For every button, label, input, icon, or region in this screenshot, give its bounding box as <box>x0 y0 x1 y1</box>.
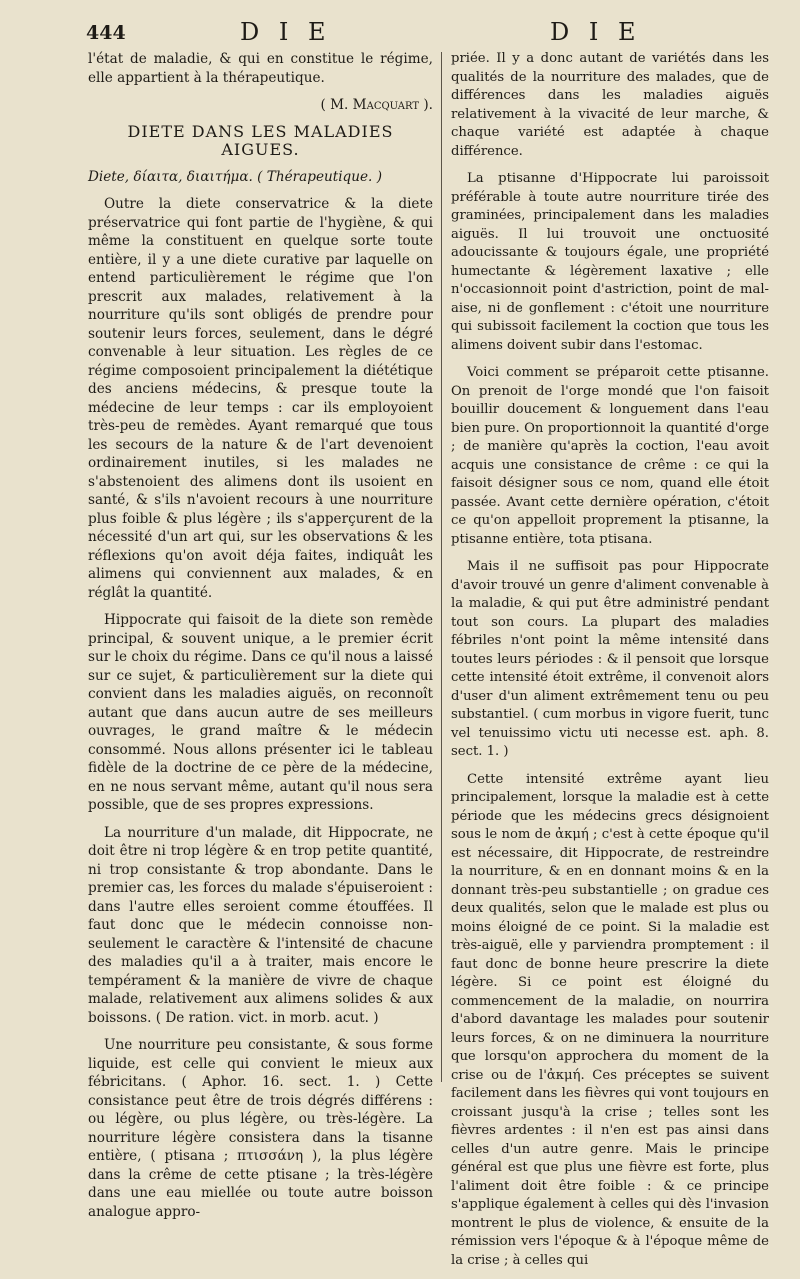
article-synonyms: Diete, δίαιτα, διαιτήμα. ( Thérapeutique. ) <box>88 168 383 185</box>
column-divider <box>441 52 442 1082</box>
right-paragraph-1: priée. Il y a donc autant de variétés dans les qualités de la nourriture des malades, que de différences dans les maladies aiguës relativement à la vivacité de leur marche, & chaque variété est adaptée à chaque différence. <box>451 51 769 159</box>
left-paragraph-1: Outre la diete conservatrice & la diete préservatrice qui font partie de l'hygiène, & qui même la constituent en quelque sorte toute entière, il y a une diete curative par laquelle on entend particulièrement le régime que l'on prescrit aux malades, relativement à la nourriture qu'ils sont obligés de prendre pour soutenir leurs forces, seulement, dans le dégré convenable à leur situation. Les règles de ce régime composoient principalement la diététique des anciens médecins, & presque toute la médecine de leur temps : car ils employoient très-peu de remèdes. Ayant remarqué que tous les secours de la nature & de l'art devenoient ordinairement inutiles, si les malades ne s'abstenoient des alimens dont ils usoient en santé, & s'ils n'avoient recours à une nourriture plus foible & plus légère ; ils s'apperçurent de la nécessité d'un art qui, sur les observations & les réflexions qu'on avoit déja faites, indiquât les alimens qui conviennent aux malades, & en réglât la quantité. <box>88 196 433 601</box>
running-title-left: D I E <box>240 18 332 46</box>
right-paragraph-5: Cette intensité extrême ayant lieu principalement, lorsque la maladie est à cette période que les médecins grecs désignoient sous le nom de ἀκμή ; c'est à cette époque qu'il est nécessaire, dit Hippocrate, de restreindre la nourriture, & en en donnant moins & en la donnant très-peu substantielle ; on gradue ces deux qualités, selon que le malade est plus ou moins éloigné de ce point. Si la maladie est très-aiguë, elle y parviendra promptement : il faut donc de bonne heure prescrire la diete légère. Si ce point est éloigné du commencement de la maladie, on nourrira d'abord davantage les malades pour soutenir leurs forces, & on ne diminuera la nourriture que lorsqu'on approchera du moment de la crise ou de l'ἀκμή. Ces préceptes se suivent facilement dans les fièvres qui vont toujours en croissant jusqu'à la crise ; telles sont les fièvres ardentes : il n'en est pas ainsi dans celles d'un autre genre. Mais le principe général est que plus une fièvre est forte, plus l'aliment doit être foible : & ce principe s'applique également à celles qui dès l'invasion montrent le plus de violence, & ensuite de la rémission vers l'époque & à l'époque même de la crise ; à celles qui <box>451 771 769 1268</box>
left-paragraph-3: La nourriture d'un malade, dit Hippocrate, ne doit être ni trop légère & en trop petite quantité, ni trop consistante & trop abondante. Dans le premier cas, les forces du malade s'épuiseroient : dans l'autre elles seroient comme étouffées. Il faut donc que le médecin connoisse non-seulement le caractère & l'intensité de chacune des maladies qu'il a à traiter, mais encore le tempérament & la manière de vivre de chaque malade, relativement aux alimens solides & aux boissons. ( De ration. vict. in morb. acut. ) <box>88 824 433 1026</box>
opening-line: l'état de maladie, & qui en constitue le régime, elle appartient à la thérapeutique. <box>88 51 433 86</box>
author-signature: ( M. Macquart ). <box>320 97 433 113</box>
right-column <box>451 50 769 1279</box>
right-paragraph-4: Mais il ne suffisoit pas pour Hippocrate d'avoir trouvé un genre d'aliment convenable à la maladie, & qui put être administré pendant tout son cours. La plupart des maladies fébriles n'ont point la même intensité dans toutes leurs périodes : & il pensoit que lorsque cette intensité étoit extrême, il convenoit alors d'user d'un aliment extrêmement tenu ou peu substantiel. ( cum morbus in vigore fuerit, tunc vel tenuissimo victu uti necesse est. aph. 8. sect. 1. ) <box>451 559 769 759</box>
left-paragraph-4: Une nourriture peu consistante, & sous forme liquide, est celle qui convient le mieux aux fébricitans. ( Aphor. 16. sect. 1. ) Cette consistance peut être de trois dégrés différens : ou légère, ou plus légère, ou très-légère. La nourriture légère consistera dans la tisanne entière, ( ptisana ; πτισσάνη ), la plus légère dans la crême de cette ptisane ; la très-légère dans une eau miellée ou toute autre boisson analogue appro- <box>88 1037 433 1220</box>
left-column <box>88 50 433 1230</box>
page-header <box>0 18 800 48</box>
left-paragraph-2: Hippocrate qui faisoit de la diete son remède principal, & souvent unique, a le premier écrit sur le choix du régime. Dans ce qu'il nous a laissé sur ce sujet, & particulièrement sur la diete qui convient dans les maladies aiguës, on reconnoît autant que dans aucun autre de ses meilleurs ouvrages, le grand maître & le médecin consommé. Nous allons présenter ici le tableau fidèle de la doctrine de ce père de la médecine, en ne nous servant même, autant qu'il nous sera possible, que de ses propres expressions. <box>88 612 433 813</box>
right-paragraph-3: Voici comment se préparoit cette ptisanne. On prenoit de l'orge mondé que l'on faisoit bouillir doucement & longuement dans l'eau bien pure. On proportionnoit la quantité d'orge ; de manière qu'après la coction, l'eau avoit acquis une consistance de crême : ce qui la faisoit désigner sous ce nom, quand elle étoit passée. Avant cette dernière opération, c'étoit ce qu'on appelloit proprement la ptisanne, la ptisanne entière, tota ptisana. <box>451 365 769 547</box>
running-title-right: D I E <box>550 18 642 46</box>
article-title: DIETE DANS LES MALADIES AIGUES. <box>127 121 394 159</box>
page-number: 444 <box>86 22 126 44</box>
right-paragraph-2: La ptisanne d'Hippocrate lui paroissoit préférable à toute autre nourriture tirée des graminées, principalement dans les maladies aiguës. Il lui trouvoit une onctuosité adoucissante & toujours égale, une propriété humectante & légèrement laxative ; elle n'occasionnoit point d'astriction, point de mal-aise, ni de gonflement : c'étoit une nourriture qui subissoit facilement la coction que tous les alimens doivent subir dans l'estomac. <box>451 171 769 353</box>
